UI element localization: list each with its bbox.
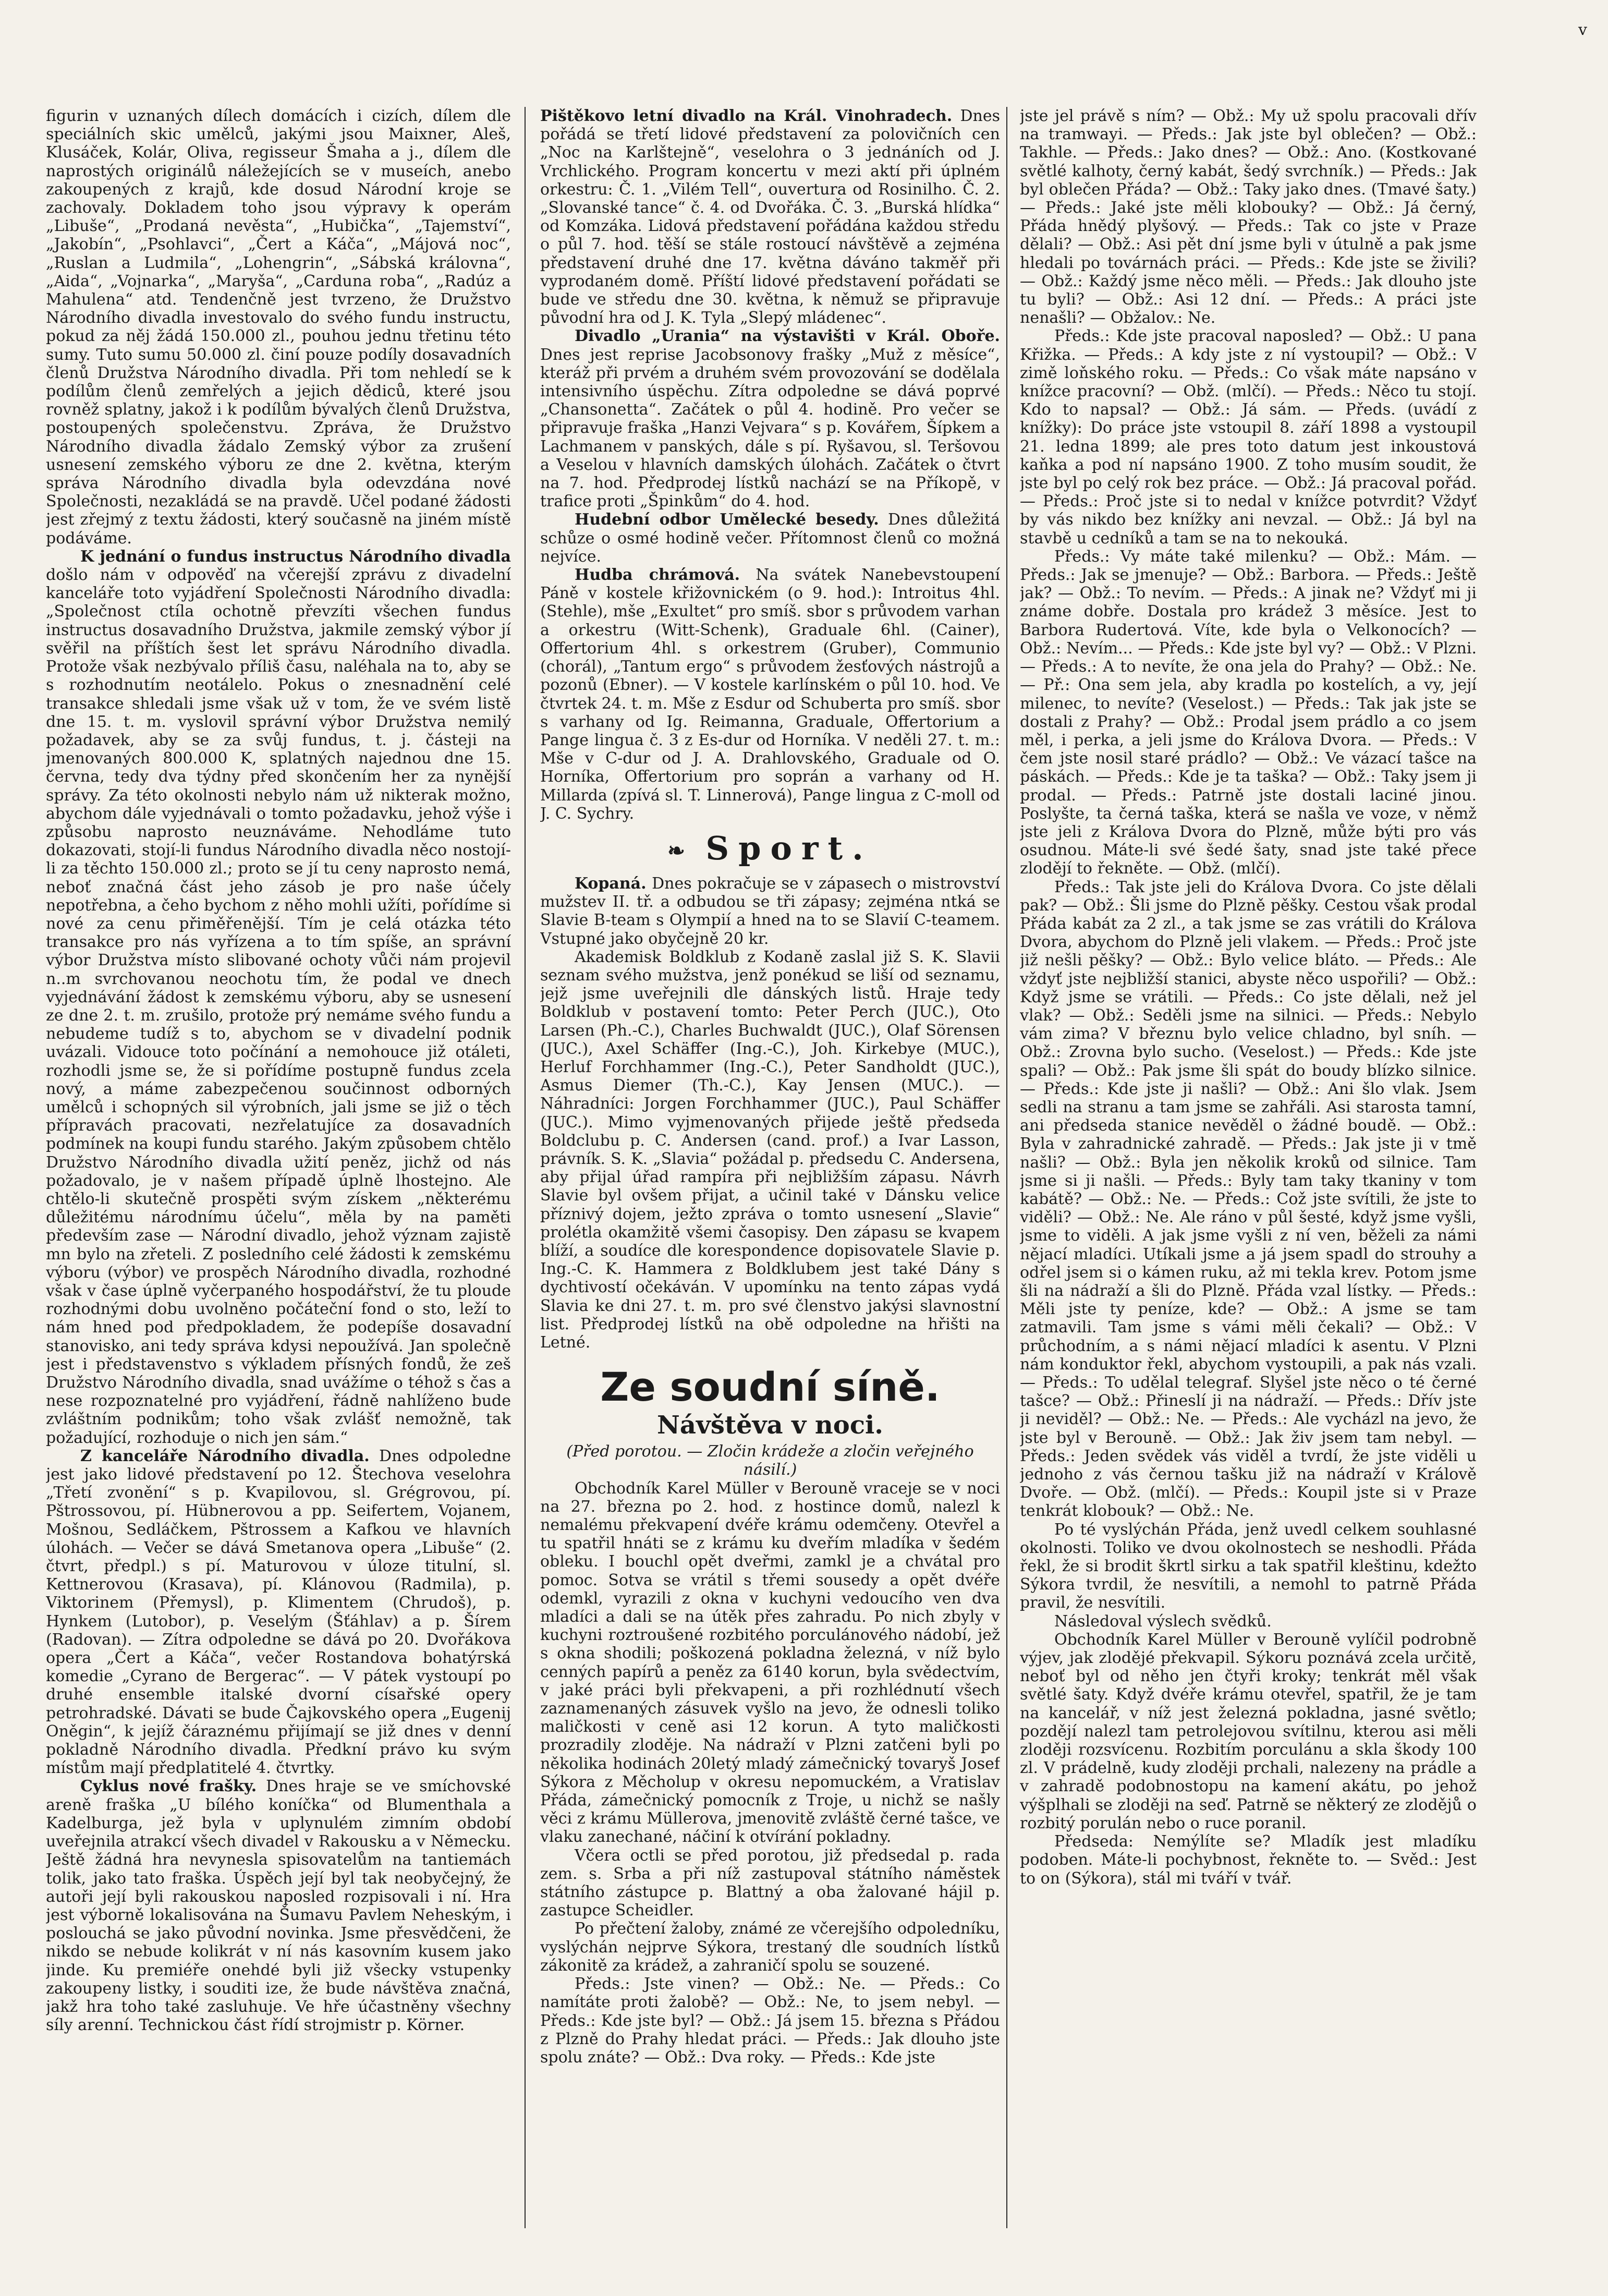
sport-section-title	[540, 830, 1000, 869]
article-paragraph	[540, 327, 1000, 511]
paragraph: Předs.: Kde jste pracoval naposled? — Obž.: U pana Křižka. — Předs.: A kdy jste z ní vystoupil? — Obž.: V zimě loňského roku. — Předs.: Co však máte napsáno v knížce pracovní? — Obž. (mlčí). — Předs.: Něco tu stojí. Kdo to napsal? — Obž.: Já sám. — Předs. (uvádí z knížky): Do práce jste vstoupil 8. září 1898 a vystoupil 21. ledna 1899; ale pres toto datum jest inkoustová kaňka a pod ní napsáno 1900. Z toho musím soudit, že jste byl po celý rok bez práce. — Obž.: Já pracoval pořád. — Předs.: Proč jste si to nedal v knížce potvrdit? Vždyť by vás nikdo bez knížky ani nevzal. — Obž.: Já byl na stavbě u cedníků a tam se na to nekouká.	[1020, 327, 1477, 548]
article-text: Dnes pořádá se třetí lidové představení za polovičních cen „Noc na Karlštejně“, veselohra o 3 jednáních od J. Vrchlického. Program koncertu v mezi aktí při úplném orkestru: Č. 1. „Vilém Tell“, ouvertura od Rosinilho. Č. 2. „Slovanské tance“ č. 4. od Dvořáka. Č. 3. „Burská hlídka“ od Komzáka. Lidová představení pořádána každou středu o půl 7. hod. těší se stále rostoucí návštěvě a zejména představení druhé dne 17. května dáváno takměř při vyprodaném domě. Příští lidové představení pořádati se bude ve středu dne 30. května, k němuž se připravuje původní hra od J. K. Tyla „Slepý mládenec“.	[540, 107, 1000, 327]
court-section-title: Ze soudní síně.	[600, 1364, 940, 1411]
article-text: Dnes odpoledne jest jako lidové představení po 12. Štechova veselohra „Třetí zvonění“ s p. Kvapilovou, sl. Grégrovou, pí. Pštrossovou, pí. Hübnerovou a pp. Seifertem, Vojanem, Mošnou, Sedláčkem, Pštrossem a Kafkou ve hlavních úlohách. — Večer se dává Smetanova opera „Libuše“ (2. čtvrt, předpl.) s pí. Maturovou v úloze titulní, sl. Kettnerovou (Krasava), pí. Klánovou (Radmila), p. Viktorinem (Přemysl), p. Klimentem (Chrudoš), p. Hynkem (Lutobor), p. Veselým (Šťáhlav) a p. Šírem (Radovan). — Zítra odpoledne se dává po 20. Dvořákova opera „Čert a Káča“, večer Rostandova bohatýrská komedie „Cyrano de Bergerac“. — V pátek vystoupí po druhé ensemble italské dvorní císařské opery petrohradské. Dávati se bude Čajkovského opera „Eugenij Oněgin“, k jejíž čáraznému přijímají se již dnes v denní pokladně Národního divadla. Předkní právo ku svým místům mají předplatitelé 4. čtvrtky.	[46, 1447, 511, 1778]
article-paragraph	[540, 566, 1000, 823]
article-heading: Pištěkovo letní divadlo na Král. Vinohradech.	[540, 107, 953, 125]
paragraph: Obchodník Karel Müller v Berouně vraceje se v noci na 27. března po 2. hod. z hostince domů, nalezl k nemalému překvapení dvéře krámu odemčeny. Otevřel a tu spatřil hnáti se z krámu ku dveřím mladíka v šedém obleku. I bouchl opět dveřmi, zamkl je a chvátal pro pomoc. Sotva se vrátil s třemi sousedy a opět dvéře odemkl, vyrazili z okna v kuchyni vedoucího ven dva mladíci a dali se na útěk přes zahradu. Po nich zbyly v kuchyni roztroušené rozbitého porculánového nádobí, jež s okna shodili; poškozená pokladna železná, v níž bylo cenných papírů a peněz za 6140 korun, byla svědectvím, v jaké práci byli překvapeni, a při rozhlédnutí všech zaznamenaných zásuvek vyšlo na jevo, že odnesli toliko maličkosti v ceně asi 12 korun. A tyto maličkosti prozradily zloděje. Na nádraží v Plzni zatčeni byli po několika hodinách 20letý mladý zámečnický tovaryš Josef Sýkora z Měcholup v okresu nepomuckém, a Vratislav Přáda, zámečnický pomocník z Troje, u nichž se našly věci z krámu Müllerova, jmenovitě zvláště černé tašce, ve vlaku zanechané, náčiní k otvírání pokladny.	[540, 1479, 1000, 1846]
column-left	[46, 107, 511, 2228]
article-text: Dnes pokračuje se v zápasech o mistrovství mužstev II. tř. a odbudou se tři zápasy; zejména ntká se Slavie B-team s Olympií a hned na to se Slavií C-teamem. Vstupné jako obyčejně 20 kr.	[540, 874, 1000, 948]
paragraph: Předs.: Tak jste jeli do Králova Dvora. Co jste dělali pak? — Obž.: Šli jsme do Plzně pěšky. Cestou však prodal Přáda kabát za 2 zl., a tak jsme se zas vrátili do Králova Dvora, abychom do Plzně jeli vlakem. — Předs.: Proč jste již nešli pěšky? — Obž.: Bylo velice bláto. — Předs.: Ale vždyť jste nejbližší stanici, abyste něco uspořili? — Obž.: Když jsme se vrátili. — Předs.: Co jste dělali, než jel vlak? — Obž.: Seděli jsme na silnici. — Předs.: Nebylo vám zima? V březnu bylo velice chladno, byl sníh. — Obž.: Zrovna bylo sucho. (Veselost.) — Předs.: Kde jste spali? — Obž.: Pak jsme šli spát do boudy blízko silnice. — Předs.: Kde jste ji našli? — Obž.: Ani šlo vlak. Jsem sedli na stranu a tam jsme se zahřáli. Asi starosta tamní, ani předseda stanice nevěděl o žádné boudě. — Obž.: Byla v zahradnické zahradě. — Předs.: Jak jste ji v tmě našli? — Obž.: Byla jen několik kroků od silnice. Tam jsme si ji našli. — Předs.: Byly tam taky tkaniny v tom kabátě? — Obž.: Ne. — Předs.: Což jste svítili, že jste to viděli? — Obž.: Ne. Ale ráno v půl šesté, když jsme vyšli, jsme to viděli. A jak jsme vyšli z ní ven, běželi za námi nějací mladíci. Utíkali jsme a já jsem spadl do strouhy a odřel jsem si o kámen ruku, až mi tekla krev. Potom jsme šli na nádraží a šli do Plzně. Přáda vzal lístky. — Předs.: Měli jste ty peníze, kde? — Obž.: A jsme se tam zatmavili. Tam jsme s vámi měli čekali? — Obž.: V průchodním, a s námi nějací mladíci k asentu. V Plzni nám konduktor řekl, abychom vystoupili, a pak nás vzali. — Předs.: To udělal telegraf. Slyšel jste něco o té černé tašce? — Obž.: Přineslí ji na nádraží. — Předs.: Dřív jste ji neviděl? — Obž.: Ne. — Předs.: Ale vycházl na jevo, že jste byl v Berouně. — Obž.: Jak živ jsem tam nebyl. — Předs.: Jeden svědek vás viděl a tvrdí, že jste viděli u jednoho z vás černou tašku již na nádraží v Králově Dvoře. — Obž. (mlčí). — Předs.: Koupil jste si v Praze tenkrát klobouk? — Obž.: Ne.	[1020, 878, 1477, 1521]
paragraph: Předs.: Vy máte také milenku? — Obž.: Mám. — Předs.: Jak se jmenuje? — Obž.: Barbora. — Předs.: Ještě jak? — Obž.: To nevím. — Předs.: A jinak ne? Vždyť mi ji známe dobře. Dostala pro krádež 3 měsíce. Jest to Barbora Rudertová. Víte, kde byla o Velkonocích? — Obž.: Nevím... — Předs.: Kde jste byl vy? — Obž.: V Plzni. — Předs.: A to nevíte, že ona jela do Prahy? — Obž.: Ne. — Př.: Ona sem jela, aby kradla po kostelích, a vy, její milenec, to nevíte? (Veselost.) — Předs.: Tak jak jste se dostali z Prahy? — Obž.: Prodal jsem prádlo a co jsem měl, i perka, a jeli jsme do Králova Dvora. — Předs.: V čem jste nosil staré prádlo? — Obž.: Ve vázací tašce na páskách. — Předs.: Kde je ta taška? — Obž.: Taky jsem ji prodal. — Předs.: Patrně jste dostali laciné jinou. Poslyšte, ta černá taška, která se našla ve voze, v němž jste jeli z Králova Dvora do Plzně, může býti pro vás osudnou. Máte-li své šedé šaty, snad jste také přece zlodějí to řekněte. — Obž. (mlčí).	[1020, 547, 1477, 878]
ornament-icon: ❧	[667, 838, 685, 863]
article-paragraph	[540, 874, 1000, 948]
column-rule-2	[1006, 107, 1007, 2228]
article-text: Dnes jest reprise Jacobsonovy frašky „Muž z měsíce“, kteráž při prvém a druhém svém provozování se dodělala intensivního úspěchu. Zítra odpoledne se dává poprvé „Chansonetta“. Začátek o půl 4. hodině. Pro večer se připravuje fraška „Hanzi Vejvara“ s p. Kovářem, Šípkem a Lachmanem v panských, dále s pí. Ryšavou, sl. Teršovou a Veselou v hlavních damských úlohách. Začátek o čtvrt na 7. hod. Předprodej lístků nachází se na Příkopě, v trafice proti „Špinkům“ do 4. hod.	[540, 345, 1000, 511]
column-rule-1	[525, 107, 526, 2228]
article-text: Na svátek Nanebevstoupení Páně v kostele křižovnickém (o 9. hod.): Introitus 4hl. (Stehle), mše „Exultet“ pro smíš. sbor s průvodem varhan a orkestru (Witt-Schenk), Graduale 6hl. (Cainer), Offertorium 4hl. s orkestrem (Gruber), Communio (chorál), „Tantum ergo“ s průvodem žesťových nástrojů a pozonů (Ebner). — V kostele karlínském o půl 10. hod. Ve čtvrtek 24. t. m. Mše z Esdur od Schuberta pro smíš. sbor s varhany od Ig. Reimanna, Graduale, Offertorium a Pange lingua č. 3 z Es-dur od Horníka. V neděli 27. t. m.: Mše v C-dur od J. A. Drahlovského, Graduale od O. Horníka, Offertorium pro soprán a varhany od H. Millarda (zpívá sl. T. Linnerová), Pange lingua z C-moll od J. C. Sychry.	[540, 566, 1000, 823]
article-paragraph	[46, 1777, 511, 2034]
article-paragraph	[46, 1447, 511, 1778]
sport-title-text: Sport.	[705, 829, 873, 867]
column-middle	[540, 107, 1000, 2228]
article-heading: Z kanceláře Národního divadla.	[80, 1447, 370, 1465]
article-paragraph	[540, 511, 1000, 566]
article-text: Dnes důležitá schůze o osmé hodině večer. Přítomnost členů co možná nejvíce.	[540, 511, 1000, 566]
paragraph: Předs.: Jste vinen? — Obž.: Ne. — Předs.: Co namítáte proti žalobě? — Obž.: Ne, to jsem nebyl. — Předs.: Kde jste byl? — Obž.: Já jsem 15. března s Přádou z Plzně do Prahy hledat práci. — Předs.: Jak dlouho jste spolu znáte? — Obž.: Dva roky. — Předs.: Kde jste	[540, 1975, 1000, 2067]
article-heading: Divadlo „Urania“ na výstavišti v Král. Oboře.	[575, 327, 1000, 346]
paragraph: Včera octli se před porotou, již předsedal p. rada zem. s. Srba a při níž zastupoval státního náměstek státního zástupce p. Blattný a oba žalované hájil p. zastupce Scheidler.	[540, 1846, 1000, 1920]
column-right	[1020, 107, 1477, 2228]
court-article-subtitle: (Před porotou. — Zločin krádeže a zločin veřejného násilí.)	[566, 1442, 974, 1479]
paragraph: Předseda: Nemýlíte se? Mladík jest mladíku podoben. Máte-li pochybnost, řekněte to. — Svěd.: Jest to on (Sýkora), stál mi tváří v tvář.	[1020, 1832, 1477, 1888]
article-paragraph	[540, 107, 1000, 327]
article-text: došlo nám v odpověď na včerejší zprávu z divadelní kanceláře toto vyjádření Společnosti Národního divadla: „Společnost ctíla ochotně převzíti všechen fundus instructus dosavadního Družstva, jakmile zemský výbor jí svěřil na příštích šest let správu Národního divadla. Protože však nezbývalo příliš času, naléhala na to, aby se s rozhodnutím neotálelo. Pokus o znesnadnění celé transakce shledali jsme však už v tom, že ve svém listě dne 15. t. m. vyslovil správní výbor Družstva nemilý požadavek, aby se za svůj fundus, t. j. částeji na jmenovaných 800.000 K, splatných najednou dne 15. června, tedy dva týdny před skončením her za nynější správy. Za této okolnosti nebylo nám už nikterak možno, abychom dále vyjednávali o tomto požadavku, jehož výše i způsobu naprosto neuznáváme. Nehodláme tuto dokazovati, stojí-li fundus Národního divadla něco nostojí-li za těchto 150.000 zl.; proto se jí tu ceny naprosto nemá, neboť značná část jeho zásob je pro naše účely nepotřebna, a čeho bychom z něho mohli užíti, pořídíme si nové za cenu přiměřenější. Tím je celá otázka této transakce pro nás vyřízena a to tím spíše, an správní výbor Družstva místo slibované ochoty vůči nám projevil n..m svrchovanou neochotu tím, že podal ve dnech vyjednávání žádost k zemskému výboru, aby se usnesení ze dne 2. t. m. zrušilo, protože prý nemáme svého fundu a nebudeme tudíž s to, abychom se v divadelní podnik uvázali. Vidouce toto počínání a nemohouce již otáleti, rozhodli jsme se, že si pořídíme postupně fundus zcela nový, a máme zabezpečenou součinnost odborných umělců i schopných sil výrobních, jali jsme se již o těch přípravách pracovati, nezřelatujíce za dosavadních podmínek na koupi fundu starého. Jakým způsobem chtělo Družstvo Národního divadla užití peněz, jichž od nás požadovalo, je v našem případě úplně lhostejno. Ale chtělo-li skutečně prospěti svým získem „některému důležitému národnímu účelu“, měla by na paměti především zase — Národní divadlo, jehož význam zajistě mn bylo na zřeteli. Z posledního celé žádosti k zemskému výboru (výbor) ve prospěch Národního divadla, rozhodné však v čase úplně vyčerpaného hospodářství, že tu ploude rozhodnými dobu uvolněno počáteční fond o sto, leží to nám hned pod předpokladem, že podepíše dosavadní stanovisko, ani tedy správa kdysi nepoužívá. Jan společně jest i představenstvo s výkladem přísných fondů, že zeš Družstvo Národního divadla, snad uvážíme o téhož s čas a nese rozpoznatelné pro vyjádření, řádně nahlíženo bude zvláštním podnikům; toho však zvlášť nemožně, tak požadující, rozhoduje o nich jen sám.“	[46, 566, 511, 1447]
article-heading: Hudební odbor Umělecké besedy.	[575, 511, 879, 529]
paragraph: Po té vyslýchán Přáda, jenž uvedl celkem souhlasné okolnosti. Toliko ve dvou okolnostech se neshodli. Přáda řekl, že si brodit škrtl sirku a tak spatřil kleštinu, kdežto Sýkora tvrdil, že nesvítili, a nemohl to patrně Přáda pravil, že nesvítili.	[1020, 1520, 1477, 1612]
article-text: Dnes hraje se ve smíchovské areně fraška „U bílého koníčka“ od Blumenthala a Kadelburga, jež byla v uplynulém zimním období uveřejnila atrakcí všech divadel v Rakousku a v Německu. Ještě žádná hra nevynesla spisovatelům na tantiemách tolik, jako tato fraška. Úspěch její byl tak neobyčejný, že autoři její byli rakouskou naposled rozpisovali i ní. Hra jest výborně lokalisována na Šumavu Pavlem Neheským, i poslouchá se jako původní novinka. Jsme přesvědčeni, že nikdo se nebude kolikrát v ní nás kasovním kusem jako jinde. Ku premiéře onehdé byli již všecky vstupenky zakoupeny listky, i souditi ize, že bude návštěva značná, jakž hra toho také zasluhuje. Ve hře účastněny všechny síly arenní. Technickou část řídí strojmistr p. Körner.	[46, 1777, 511, 2035]
court-article-title: Návštěva v noci.	[657, 1411, 883, 1440]
article-paragraph	[46, 548, 511, 1447]
paragraph: figurin v uznaných dílech domácích i cizích, dílem dle speciálních skic umělců, jakými jsou Maixner, Aleš, Klusáček, Kolár, Oliva, regisseur Šmaha a j., dílem dle naprostých originálů náležejících se v museích, anebo zakoupených z krajů, kde dosud Národní kroje se zachovaly. Dokladem toho jsou výpravy k operám „Libuše“, „Prodaná nevěsta“, „Hubička“, „Tajemství“, „Jakobín“, „Psohlavci“, „Čert a Káča“, „Májová noc“, „Ruslan a Ludmila“, „Lohengrin“, „Sábská královna“, „Aida“, „Vojnarka“, „Maryša“, „Carduna roba“, „Radúz a Mahulena“ atd. Tendenčně jest tvrzeno, že Družstvo Národního divadla investovalo do svého fundu instructu, pokud za něj žádá 150.000 zl., pouhou jednu třetinu této sumy. Tuto sumu 50.000 zl. činí pouze podíly dosavadních členů Družstva Národního divadla. Při tom nehledí se k podílům členů zemřelých a jejich dědiců, které jsou rovněž splatny, jakož i k podílům bývalých členů Družstva, postoupených společenstvu. Zpráva, že Družstvo Národního divadla žádalo Zemský výbor za zrušení usnesení zemského výboru ze dne 2. května, kterým správa Národního divadla byla odevzdána nové Společnosti, nezakládá se na pravdě. Učel podané žádosti jest zřejmý z textu žádosti, který současně na jiném místě podáváme.	[46, 107, 511, 548]
paragraph: Akademisk Boldklub z Kodaně zaslal již S. K. Slavii seznam svého mužstva, jenž ponékud se liší od seznamu, jejž jsme uveřejnili dle dánských listů. Hraje tedy Boldklub v postavení tomto: Peter Perch (JUC.), Oto Larsen (Ph.-C.), Charles Buchwaldt (JUC.), Olaf Sörensen (JUC.), Axel Schäffer (Ing.-C.), Joh. Kirkebye (MUC.), Herluf Forchhammer (Ing.-C.), Peter Sandholdt (JUC.), Asmus Diemer (Th.-C.), Kay Jensen (MUC.). — Náhradníci: Jorgen Forchhammer (JUC.), Paul Schäffer (JUC.). Mimo vyjmenovaných přijede ještě předseda Boldclubu p. C. Andersen (cand. prof.) a Ivar Lasson, právník. S. K. „Slavia“ požádal p. předsedu C. Andersena, aby přijal úřad rampíra při nejbližším zápasu. Návrh Slavie byl ovšem přijat, a učinil také v Dánsku velice příznivý dojem, ježto zpráva o tomto usnesení „Slavie“ prolétla okamžitě všemi časopisy. Den zápasu se kvapem blíží, a soudíce dle korespondence dopisovatele Slavie p. Ing.-C. K. Hammera z Boldklubem jest také Dány s dychtivostí očekáván. V upomínku na tento zápas vydá Slavia ke dni 27. t. m. pro své členstvo jakýsi slavnostní list. Předprodej lístků na obě odpoledne na hřišti na Letné.	[540, 947, 1000, 1352]
article-heading: Hudba chrámová.	[575, 566, 740, 585]
page-mark: v	[1578, 21, 1587, 39]
article-heading: Cyklus nové frašky.	[80, 1777, 257, 1796]
paragraph: Obchodník Karel Müller v Berouně vylíčil podrobně výjev, jak zlodějé překvapil. Sýkoru poznává zcela určitě, neboť byl od něho jen čtyři kroky; tenkrát měl však světlé šaty. Když dvéře krámu otevřel, spatřil, že je tam na kancelář, v níž jest železná pokladna, jasné světlo; pozdějí nalezl tam petrolejovou svítilnu, kterou asi měli zloději rozsvícenu. Rozbitím porculánu a skla škody 100 zl. V prádelně, kudy zloději prchali, nalezeny na prádle a v zahradě podobnostopu na kamení akátu, po jehož výšplhali se zloději na seď. Patrně se některý ze zlodějů o rozbitý porulán nebo o ruce poranil.	[1020, 1630, 1477, 1832]
paragraph: Následoval výslech svědků.	[1054, 1612, 1272, 1631]
article-heading: Kopaná.	[575, 874, 647, 893]
paragraph: Po přečtení žaloby, známé ze včerejšího odpoledníku, vyslýchán nejprve Sýkora, trestaný dle soudních lístků zákonitě za krádež, a zahraničí spolu se souzené.	[540, 1920, 1000, 1975]
article-heading: K jednání o fundus instructus Národního divadla	[80, 547, 511, 566]
paragraph: jste jel právě s ním? — Obž.: My už spolu pracovali dřív na tramwayi. — Předs.: Jak jste byl oblečen? — Obž.: Takhle. — Předs.: Jako dnes? — Obž.: Ano. (Kostkované světlé kalhoty, černý kabát, šedý svrchník.) — Předs.: Jak byl oblečen Přáda? — Obž.: Taky jako dnes. (Tmavé šaty.) — Předs.: Jaké jste měli klobouky? — Obž.: Já černý, Přáda hnědý plyšový. — Předs.: Tak co jste v Praze dělali? — Obž.: Asi pět dní jsme byli v útulně a pak jsme hledali po továrnách práci. — Předs.: Kde jste se živili? — Obž.: Každý jsme něco měli. — Předs.: Jak dlouho jste tu byli? — Obž.: Asi 12 dní. — Předs.: A práci jste nenašli? — Obžalov.: Ne.	[1020, 107, 1477, 327]
